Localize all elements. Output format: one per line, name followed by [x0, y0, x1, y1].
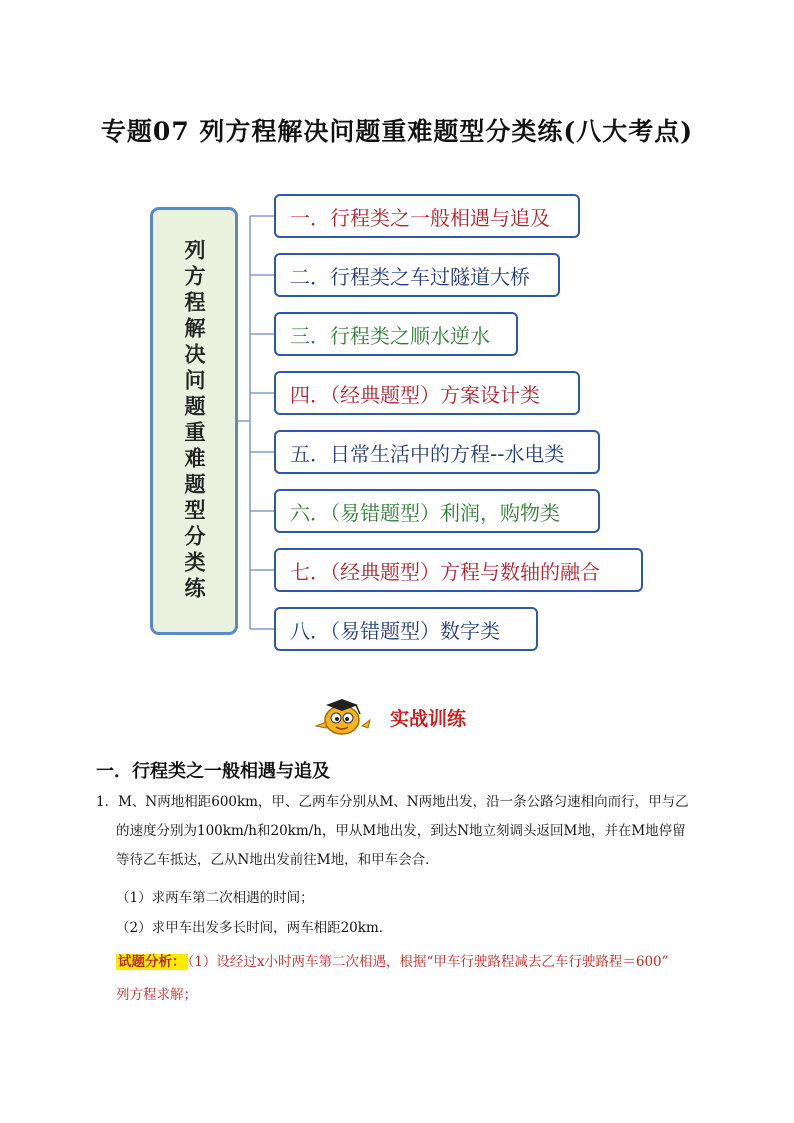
problem-text-line-3: 等待乙车抵达，乙从N地出发前往M地，和甲车会合． [116, 852, 439, 868]
page-title: 专题07 列方程解决问题重难题型分类练(八大考点) [100, 117, 694, 146]
mindmap-branch-5: 五．日常生活中的方程--水电类 [274, 430, 600, 474]
mindmap-branch-1: 一．行程类之一般相遇与追及 [274, 194, 580, 238]
question-2: （2）求甲车出发多长时间，两车相距20km． [116, 920, 393, 936]
practice-banner [312, 694, 512, 740]
practice-label: 实战训练 [390, 707, 467, 730]
mindmap-branch-8: 八．（易错题型）数字类 [274, 607, 538, 651]
section-heading: 一．行程类之一般相遇与追及 [96, 761, 330, 782]
mindmap-root [150, 207, 238, 635]
mindmap-branch-6: 六．（易错题型）利润，购物类 [274, 489, 600, 533]
cartoon-mascot-icon [312, 696, 374, 738]
analysis-tag: 试题分析： [118, 954, 186, 970]
mindmap-branch-3: 三．行程类之顺水逆水 [274, 312, 518, 356]
analysis-line-2: 列方程求解； [116, 987, 197, 1003]
question-1: （1）求两车第二次相遇的时间； [116, 890, 314, 906]
mindmap-branch-7: 七．（经典题型）方程与数轴的融合 [274, 548, 643, 592]
problem-text-line-2: 的速度分别为100km/h和20km/h，甲从M地出发，到达N地立刻调头返回M地，并在M地停留 [116, 823, 686, 839]
problem-text-line-1: 1．M、N两地相距600km，甲、乙两车分别从M、N两地出发，沿一条公路匀速相向而行，甲与乙 [96, 794, 689, 810]
mindmap-branch-2: 二．行程类之车过隧道大桥 [274, 253, 560, 297]
analysis-text: （1）设经过x小时两车第二次相遇，根据“甲车行驶路程减去乙车行驶路程＝600” [187, 954, 669, 970]
mindmap-branch-4: 四．（经典题型）方案设计类 [274, 371, 580, 415]
mindmap-root-label: 列方程解决问题重难题型分类练 [182, 239, 206, 603]
analysis-line-1 [96, 948, 756, 977]
